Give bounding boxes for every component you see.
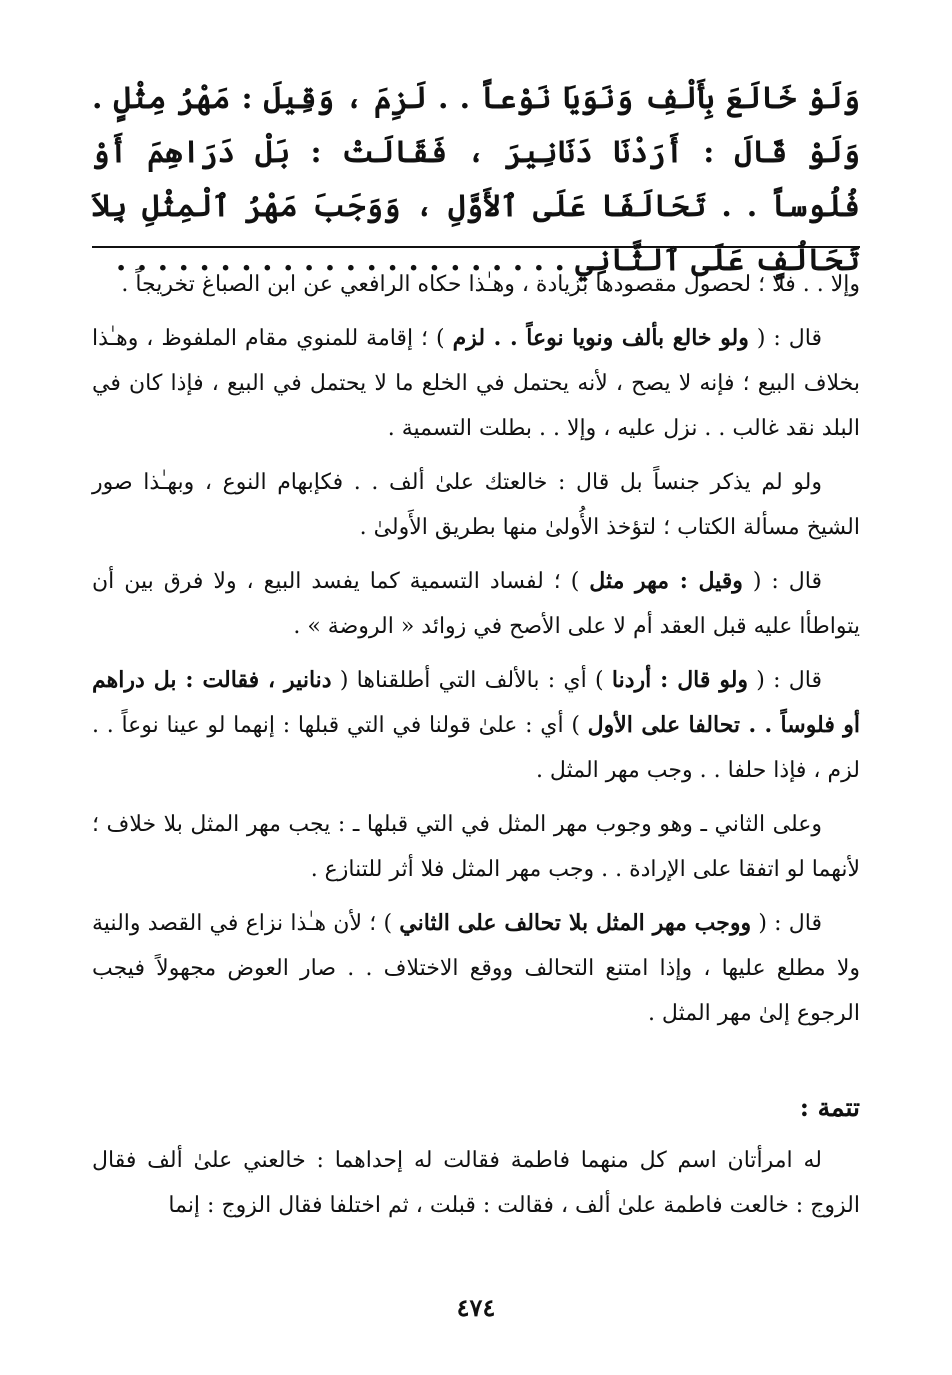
quoted-matn: دنانير ، فقالت : بل دراهم أو فلوساً . . تحالفا على الأول bbox=[92, 667, 861, 738]
commentary-paragraph-4 bbox=[92, 559, 860, 649]
quote-prefix: قال : ( bbox=[742, 569, 822, 594]
commentary bbox=[92, 262, 860, 1036]
quoted-matn: ولو خالع بألف ونويا نوعاً . . لزم bbox=[452, 325, 749, 351]
commentary-paragraph-1: وإلا . . فلا ؛ لحصول مقصودها بزيادة ، وهـٰذا حكاه الرافعي عن ابن الصباغ تخريجاً . bbox=[121, 272, 860, 297]
quoted-matn: وقيل : مهر مثل bbox=[589, 568, 743, 594]
quote-prefix: قال : ( bbox=[748, 668, 822, 693]
commentary-paragraph-7 bbox=[92, 901, 860, 1036]
commentary-text: ) ؛ إقامة للمنوي مقام الملفوظ ، وهـٰذا بخلاف البيع ؛ فإنه لا يصح ، لأنه يحتمل في الخلع ما لا يحتمل في البيع ، فإذا كان في البلد نقد غالب . . نزل عليه ، وإلا . . بطلت التسمية . bbox=[92, 326, 860, 441]
quoted-matn: ووجب مهر المثل بلا تحالف على الثاني bbox=[399, 910, 752, 936]
commentary-paragraph-3: ولو لم يذكر جنساً بل قال : خالعتك علىٰ ألف . . فكإبهام النوع ، وبهـٰذا صور الشيخ مسألة الكتاب ؛ لتؤخذ الأُولىٰ منها بطريق الأَولىٰ . bbox=[92, 470, 860, 540]
page-number: ٤٧٤ bbox=[456, 1293, 496, 1322]
commentary-text: ) أي : بالألف التي أطلقناها ( bbox=[331, 668, 612, 693]
section-heading: تتمة : bbox=[799, 1093, 860, 1122]
matn-paragraph: وَلَوْ خَالَعَ بِأَلْفِ وَنَوَيَا نَوْعاً . . لَزِمَ ، وَقِيلَ : مَهْرُ مِثْلٍ . وَلَوْ قَالَ : أَرَدْنَا دَنَانِيرَ ، فَقَالَتْ : بَلْ دَرَاهِمَ أَوْ فُلُوساً . . تَحَالَفَا عَلَى ٱلأَوَّلِ ، وَوَجَبَ مَهْرُ ٱلْمِثْلِ بِلاَ تَحَالُفٍ عَلَى ٱلثَّانِي . . . . . . . . . . . . . . . . . . . . . . bbox=[92, 81, 860, 278]
tatimma-paragraph: له امرأتان اسم كل منهما فاطمة فقالت له إحداهما : خالعني علىٰ ألف فقال الزوج : خالعت فاطمة علىٰ ألف ، فقالت : قبلت ، ثم اختلفا فقال الزوج : إنما bbox=[92, 1148, 860, 1218]
quoted-matn: ولو قال : أردنا bbox=[611, 667, 749, 693]
commentary-paragraph-2 bbox=[92, 316, 860, 451]
quote-prefix: قال : ( bbox=[751, 911, 822, 936]
commentary-text: ) ؛ لأن هـٰذا نزاع في القصد والنية ولا مطلع عليها ، وإذا امتنع التحالف ووقع الاختلاف . . صار العوض مجهولاً فيجب الرجوع إلىٰ مهر المثل . bbox=[92, 911, 860, 1026]
quote-prefix: قال : ( bbox=[748, 326, 822, 351]
commentary-text: ) أي : علىٰ قولنا في التي قبلها : إنهما لو عينا نوعاً . . لزم ، فإذا حلفا . . وجب مهر المثل . bbox=[92, 713, 860, 783]
commentary-paragraph-6: وعلى الثاني ـ وهو وجوب مهر المثل في التي قبلها ـ : يجب مهر المثل بلا خلاف ؛ لأنهما لو اتفقا على الإرادة . . وجب مهر المثل فلا أثر للتنازع . bbox=[92, 812, 860, 882]
matn-text bbox=[92, 72, 860, 278]
commentary-text: ) ؛ لفساد التسمية كما يفسد البيع ، ولا فرق بين أن يتواطأا عليه قبل العقد أم لا على الأصح في زوائد « الروضة » . bbox=[92, 569, 860, 639]
commentary-paragraph-5 bbox=[92, 658, 860, 793]
